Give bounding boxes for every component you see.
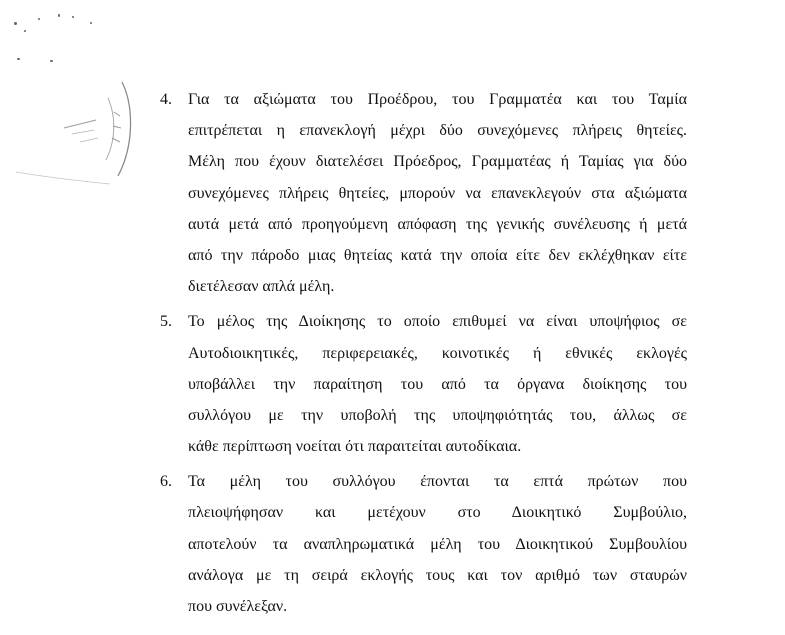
- clause-number: 6.: [160, 473, 172, 491]
- numbered-clause-list: [160, 84, 687, 626]
- clause-number: 5.: [160, 313, 172, 331]
- scan-speck: [50, 60, 53, 62]
- text-line: που συνέλεξαν.: [188, 598, 288, 615]
- text-line: ανάλογα με τη σειρά εκλογής τους και τον αριθμό των σταυρών: [188, 566, 687, 584]
- text-line: υποβάλλει την παραίτηση του από τα όργανα διοίκησης του: [188, 375, 687, 393]
- scan-speck: [90, 22, 92, 24]
- clause-number: 4.: [160, 91, 172, 108]
- text-line: επιτρέπεται η επανεκλογή μέχρι δύο συνεχόμενες πλήρεις θητείες.: [188, 122, 687, 140]
- text-line: κάθε περίπτωση νοείται ότι παραιτείται αυτοδίκαια.: [188, 438, 522, 456]
- scan-speck: [38, 18, 40, 20]
- text-line: Το μέλος της Διοίκησης το οποίο επιθυμεί να είναι υποψήφιος σε: [188, 313, 687, 331]
- text-line: αποτελούν τα αναπληρωματικά μέλη του Διοικητικού Συμβουλίου: [188, 535, 687, 553]
- text-line: Αυτοδιοικητικές, περιφερειακές, κοινοτικές ή εθνικές εκλογές: [188, 344, 687, 362]
- text-line: Μέλη που έχουν διατελέσει Πρόεδρος, Γραμματέας ή Ταμίας για δύο: [188, 153, 687, 171]
- clause-item-5: [160, 306, 687, 462]
- text-line: συνεχόμενες πλήρεις θητείες, μπορούν να επανεκλεγούν στα αξιώματα: [188, 184, 687, 202]
- text-line: συλλόγου με την υποβολή της υποψηφιότητάς του, άλλως σε: [188, 406, 687, 424]
- scan-speck: [58, 14, 60, 17]
- text-line: αυτά μετά από προηγούμενη απόφαση της γενικής συνέλευσης ή μετά: [188, 215, 687, 233]
- text-line: από την πάροδο μιας θητείας κατά την οποία είτε δεν εκλέχθηκαν είτε: [188, 246, 687, 264]
- clause-item-4: [160, 84, 687, 302]
- text-line: πλειοψήφησαν και μετέχουν στο Διοικητικό Συμβούλιο,: [188, 504, 687, 522]
- text-line: Τα μέλη του συλλόγου έπονται τα επτά πρώτων που: [188, 473, 687, 491]
- stamp-seal-icon: [10, 76, 134, 186]
- scan-speck: [14, 22, 17, 25]
- scan-speck: [24, 30, 26, 32]
- text-line: Για τα αξιώματα του Προέδρου, του Γραμματέα και του Ταμία: [188, 91, 687, 108]
- clause-item-6: [160, 466, 687, 622]
- scan-speck: [72, 16, 74, 18]
- scan-speck: [17, 58, 20, 60]
- text-line: διετέλεσαν απλά μέλη.: [188, 278, 335, 296]
